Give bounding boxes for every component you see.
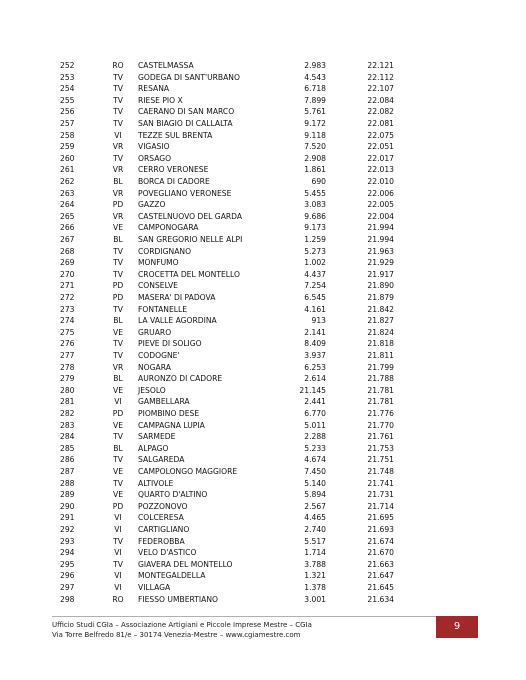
- table-row: [0, 559, 526, 571]
- population-cell: 1.861: [304, 165, 326, 175]
- rank-cell: 279: [60, 374, 75, 384]
- municipality-cell: SAN GREGORIO NELLE ALPI: [138, 235, 243, 244]
- table-row: [0, 176, 526, 188]
- municipality-cell: NOGARA: [138, 362, 171, 372]
- value-cell: 21.731: [367, 490, 394, 500]
- province-cell: VI: [114, 571, 122, 581]
- value-cell: 21.781: [367, 397, 394, 407]
- table-row: [0, 327, 526, 339]
- rank-cell: 263: [60, 188, 75, 198]
- province-cell: VI: [114, 525, 122, 534]
- population-cell: 21.145: [299, 385, 326, 395]
- municipality-cell: GAZZO: [138, 200, 166, 210]
- province-cell: VR: [112, 142, 124, 152]
- rank-cell: 293: [60, 536, 75, 546]
- province-cell: RO: [112, 61, 124, 70]
- province-cell: VR: [112, 211, 124, 221]
- municipality-cell: ALTIVOLE: [138, 478, 174, 488]
- province-cell: TV: [113, 304, 123, 314]
- municipality-cell: CAMPOLONGO MAGGIORE: [138, 467, 238, 476]
- municipality-cell: CAMPAGNA LUPIA: [138, 420, 205, 430]
- footer: [52, 620, 432, 640]
- province-cell: TV: [113, 351, 123, 360]
- table-row: [0, 234, 526, 246]
- population-cell: 5.517: [304, 536, 326, 546]
- population-cell: 3.001: [304, 594, 326, 604]
- rank-cell: 290: [60, 501, 75, 511]
- municipality-cell: RESANA: [138, 84, 170, 94]
- value-cell: 21.776: [367, 409, 394, 418]
- municipality-cell: ALPAGO: [138, 443, 169, 453]
- population-cell: 5.894: [304, 490, 326, 500]
- rank-cell: 280: [60, 385, 75, 395]
- population-cell: 2.908: [304, 153, 326, 163]
- rank-cell: 261: [60, 165, 75, 175]
- province-cell: BL: [113, 235, 123, 244]
- value-cell: 22.005: [367, 200, 394, 210]
- rank-cell: 284: [60, 432, 75, 442]
- value-cell: 21.674: [367, 536, 394, 546]
- value-cell: 21.741: [367, 478, 394, 488]
- value-cell: 22.051: [367, 142, 394, 152]
- municipality-cell: VILLAGA: [138, 583, 171, 592]
- table-row: [0, 60, 526, 72]
- province-cell: PD: [112, 501, 124, 511]
- municipality-cell: GAMBELLARA: [138, 397, 190, 407]
- municipality-cell: PIEVE DI SOLIGO: [138, 339, 202, 349]
- population-cell: 4.543: [304, 72, 326, 82]
- value-cell: 21.842: [367, 304, 394, 314]
- value-cell: 21.799: [367, 362, 394, 372]
- municipality-cell: GODEGA DI SANT'URBANO: [138, 72, 240, 82]
- population-cell: 9.172: [304, 119, 326, 128]
- municipality-cell: CAMPONOGARA: [138, 223, 199, 233]
- rank-cell: 258: [60, 130, 75, 140]
- municipality-cell: CAERANO DI SAN MARCO: [138, 107, 235, 117]
- municipality-cell: CROCETTA DEL MONTELLO: [138, 269, 240, 279]
- value-cell: 22.017: [367, 153, 394, 163]
- rank-cell: 282: [60, 409, 75, 418]
- rank-cell: 285: [60, 443, 75, 453]
- value-cell: 21.670: [367, 548, 394, 558]
- province-cell: PD: [112, 200, 124, 210]
- population-cell: 9.173: [304, 223, 326, 233]
- table-row: [0, 269, 526, 281]
- province-cell: TV: [113, 84, 123, 94]
- province-cell: VI: [114, 130, 122, 140]
- province-cell: BL: [113, 177, 123, 186]
- value-cell: 22.112: [367, 72, 394, 82]
- table-row: [0, 594, 526, 606]
- rank-cell: 259: [60, 142, 75, 152]
- population-cell: 1.002: [304, 258, 326, 268]
- municipality-cell: COLCERESA: [138, 513, 184, 523]
- table-row: [0, 350, 526, 362]
- population-cell: 2.740: [304, 525, 326, 534]
- province-cell: VI: [114, 397, 122, 407]
- population-cell: 1.321: [304, 571, 326, 581]
- rank-cell: 289: [60, 490, 75, 500]
- table-row: [0, 420, 526, 432]
- municipality-cell: CASTELNUOVO DEL GARDA: [138, 211, 243, 221]
- population-cell: 6.253: [304, 362, 326, 372]
- municipality-cell: GIAVERA DEL MONTELLO: [138, 559, 233, 569]
- table-row: [0, 222, 526, 234]
- rank-cell: 269: [60, 258, 75, 268]
- table-row: [0, 304, 526, 316]
- rank-cell: 254: [60, 84, 75, 94]
- rank-cell: 286: [60, 455, 75, 465]
- value-cell: 22.107: [367, 84, 394, 94]
- municipality-cell: SAN BIAGIO DI CALLALTA: [138, 119, 233, 128]
- municipality-cell: CARTIGLIANO: [138, 525, 190, 534]
- rank-cell: 295: [60, 559, 75, 569]
- population-cell: 5.455: [304, 188, 326, 198]
- rank-cell: 255: [60, 95, 75, 105]
- province-cell: VE: [113, 327, 123, 337]
- rank-cell: 275: [60, 327, 75, 337]
- rank-cell: 291: [60, 513, 75, 523]
- population-cell: 6.770: [304, 409, 326, 418]
- value-cell: 22.121: [367, 61, 394, 70]
- value-cell: 21.634: [367, 594, 394, 604]
- value-cell: 21.890: [367, 281, 394, 291]
- value-cell: 21.963: [367, 246, 394, 256]
- value-cell: 21.781: [367, 385, 394, 395]
- province-cell: TV: [113, 455, 123, 465]
- municipality-cell: VELO D'ASTICO: [138, 548, 197, 558]
- population-cell: 1.259: [304, 235, 326, 244]
- province-cell: TV: [113, 339, 123, 349]
- value-cell: 21.761: [367, 432, 394, 442]
- rank-cell: 283: [60, 420, 75, 430]
- value-cell: 21.811: [367, 351, 394, 360]
- value-cell: 21.693: [367, 525, 394, 534]
- table-row: [0, 373, 526, 385]
- table-row: [0, 338, 526, 350]
- footer-line-1: Ufficio Studi CGIa – Associazione Artigiani e Piccole Imprese Mestre – CGIa: [52, 621, 312, 629]
- footer-line-2: Via Torre Belfredo 81/e – 30174 Venezia-Mestre – www.cgiamestre.com: [52, 631, 301, 639]
- table-row: [0, 141, 526, 153]
- value-cell: 21.753: [367, 443, 394, 453]
- table-row: [0, 362, 526, 374]
- table-row: [0, 536, 526, 548]
- province-cell: TV: [113, 95, 123, 105]
- province-cell: PD: [112, 281, 124, 291]
- population-cell: 7.899: [304, 95, 326, 105]
- municipality-cell: PIOMBINO DESE: [138, 409, 200, 418]
- table-row: [0, 257, 526, 269]
- rank-cell: 272: [60, 293, 75, 302]
- municipality-cell: AURONZO DI CADORE: [138, 374, 223, 384]
- value-cell: 22.004: [367, 211, 394, 221]
- table-row: [0, 408, 526, 420]
- value-cell: 22.006: [367, 188, 394, 198]
- value-cell: 21.824: [367, 327, 394, 337]
- province-cell: TV: [113, 559, 123, 569]
- rank-cell: 281: [60, 397, 75, 407]
- rank-cell: 288: [60, 478, 75, 488]
- province-cell: VR: [112, 165, 124, 175]
- value-cell: 21.994: [367, 223, 394, 233]
- province-cell: VR: [112, 362, 124, 372]
- rank-cell: 287: [60, 467, 75, 476]
- population-cell: 1.378: [304, 583, 326, 592]
- table-row: [0, 130, 526, 142]
- population-cell: 8.409: [304, 339, 326, 349]
- value-cell: 21.929: [367, 258, 394, 268]
- value-cell: 22.010: [367, 177, 394, 186]
- table-row: [0, 547, 526, 559]
- population-cell: 2.567: [304, 501, 326, 511]
- population-cell: 913: [311, 316, 326, 326]
- table-row: [0, 443, 526, 455]
- population-cell: 6.718: [304, 84, 326, 94]
- rank-cell: 271: [60, 281, 75, 291]
- province-cell: BL: [113, 374, 123, 384]
- municipality-cell: POVEGLIANO VERONESE: [138, 188, 232, 198]
- rank-cell: 260: [60, 153, 75, 163]
- rank-cell: 266: [60, 223, 75, 233]
- value-cell: 22.075: [367, 130, 394, 140]
- table-row: [0, 396, 526, 408]
- population-cell: 1.714: [304, 548, 326, 558]
- value-cell: 22.082: [367, 107, 394, 117]
- province-cell: TV: [113, 269, 123, 279]
- value-cell: 21.994: [367, 235, 394, 244]
- value-cell: 21.770: [367, 420, 394, 430]
- value-cell: 21.748: [367, 467, 394, 476]
- table-row: [0, 188, 526, 200]
- province-cell: BL: [113, 316, 123, 326]
- rank-cell: 277: [60, 351, 75, 360]
- province-cell: TV: [113, 107, 123, 117]
- population-cell: 5.140: [304, 478, 326, 488]
- population-cell: 2.288: [304, 432, 326, 442]
- table-row: [0, 512, 526, 524]
- rank-cell: 278: [60, 362, 75, 372]
- province-cell: TV: [113, 72, 123, 82]
- province-cell: VE: [113, 385, 123, 395]
- municipality-cell: ORSAGO: [138, 153, 172, 163]
- province-cell: TV: [113, 432, 123, 442]
- population-cell: 3.788: [304, 559, 326, 569]
- municipality-cell: VIGASIO: [138, 142, 170, 152]
- population-cell: 7.254: [304, 281, 326, 291]
- rank-cell: 297: [60, 583, 75, 592]
- table-row: [0, 489, 526, 501]
- table-row: [0, 292, 526, 304]
- municipality-cell: JESOLO: [138, 385, 166, 395]
- table-row: [0, 478, 526, 490]
- table-row: [0, 153, 526, 165]
- province-cell: TV: [113, 246, 123, 256]
- table-row: [0, 199, 526, 211]
- table-row: [0, 582, 526, 594]
- population-cell: 9.118: [304, 130, 326, 140]
- municipality-cell: FEDEROBBA: [138, 536, 185, 546]
- province-cell: VI: [114, 513, 122, 523]
- value-cell: 21.751: [367, 455, 394, 465]
- population-cell: 3.937: [304, 351, 326, 360]
- municipality-cell: RIESE PIO X: [138, 95, 183, 105]
- province-cell: VE: [113, 490, 123, 500]
- rank-cell: 268: [60, 246, 75, 256]
- population-cell: 4.437: [304, 269, 326, 279]
- table-row: [0, 501, 526, 513]
- municipality-cell: CERRO VERONESE: [138, 165, 209, 175]
- table-row: [0, 246, 526, 258]
- rank-cell: 267: [60, 235, 75, 244]
- rank-cell: 294: [60, 548, 75, 558]
- province-cell: VI: [114, 548, 122, 558]
- rank-cell: 265: [60, 211, 75, 221]
- municipality-cell: CODOGNE': [138, 351, 180, 360]
- province-cell: PD: [112, 293, 124, 302]
- table-row: [0, 164, 526, 176]
- value-cell: 22.081: [367, 119, 394, 128]
- rank-cell: 270: [60, 269, 75, 279]
- population-cell: 5.761: [304, 107, 326, 117]
- province-cell: VE: [113, 420, 123, 430]
- rank-cell: 256: [60, 107, 75, 117]
- population-cell: 2.141: [304, 327, 326, 337]
- table-row: [0, 431, 526, 443]
- table-row: [0, 106, 526, 118]
- table-row: [0, 524, 526, 536]
- table-row: [0, 385, 526, 397]
- municipality-cell: MONFUMO: [138, 258, 179, 268]
- value-cell: 21.818: [367, 339, 394, 349]
- municipality-cell: MONTEGALDELLA: [138, 571, 206, 581]
- municipality-cell: LA VALLE AGORDINA: [138, 316, 217, 326]
- municipality-cell: GRUARO: [138, 327, 172, 337]
- province-cell: BL: [113, 443, 123, 453]
- rank-cell: 257: [60, 119, 75, 128]
- province-cell: TV: [113, 153, 123, 163]
- rank-cell: 292: [60, 525, 75, 534]
- population-cell: 6.545: [304, 293, 326, 302]
- province-cell: PD: [112, 409, 124, 418]
- value-cell: 21.827: [367, 316, 394, 326]
- municipality-cell: POZZONOVO: [138, 501, 188, 511]
- population-cell: 4.674: [304, 455, 326, 465]
- table-row: [0, 280, 526, 292]
- province-cell: TV: [113, 536, 123, 546]
- province-cell: VE: [113, 467, 123, 476]
- table-row: [0, 570, 526, 582]
- municipality-cell: CONSELVE: [138, 281, 178, 291]
- population-cell: 5.011: [304, 420, 326, 430]
- value-cell: 21.879: [367, 293, 394, 302]
- value-cell: 21.647: [367, 571, 394, 581]
- municipality-cell: CORDIGNANO: [138, 246, 192, 256]
- population-cell: 4.465: [304, 513, 326, 523]
- table-row: [0, 83, 526, 95]
- table-row: [0, 211, 526, 223]
- province-cell: VR: [112, 188, 124, 198]
- municipality-cell: QUARTO D'ALTINO: [138, 490, 208, 500]
- rank-cell: 298: [60, 594, 75, 604]
- province-cell: TV: [113, 258, 123, 268]
- municipality-cell: SARMEDE: [138, 432, 176, 442]
- population-cell: 2.983: [304, 61, 326, 70]
- province-cell: TV: [113, 478, 123, 488]
- value-cell: 21.714: [367, 501, 394, 511]
- rank-cell: 252: [60, 61, 75, 70]
- value-cell: 21.663: [367, 559, 394, 569]
- value-cell: 21.788: [367, 374, 394, 384]
- population-cell: 7.450: [304, 467, 326, 476]
- footer-divider: [52, 616, 437, 617]
- municipality-cell: BORCA DI CADORE: [138, 177, 210, 186]
- table-row: [0, 72, 526, 84]
- rank-cell: 273: [60, 304, 75, 314]
- rank-cell: 274: [60, 316, 75, 326]
- page-number: 9: [436, 616, 478, 638]
- value-cell: 22.084: [367, 95, 394, 105]
- value-cell: 21.695: [367, 513, 394, 523]
- rank-cell: 264: [60, 200, 75, 210]
- province-cell: VI: [114, 583, 122, 592]
- municipality-cell: CASTELMASSA: [138, 61, 194, 70]
- province-cell: TV: [113, 119, 123, 128]
- municipality-cell: MASERA' DI PADOVA: [138, 293, 216, 302]
- table-row: [0, 95, 526, 107]
- population-cell: 5.233: [304, 443, 326, 453]
- rank-cell: 253: [60, 72, 75, 82]
- province-cell: VE: [113, 223, 123, 233]
- population-cell: 7.520: [304, 142, 326, 152]
- province-cell: RO: [112, 594, 124, 604]
- rank-cell: 262: [60, 177, 75, 186]
- table-row: [0, 118, 526, 130]
- municipality-cell: TEZZE SUL BRENTA: [138, 130, 213, 140]
- table-row: [0, 454, 526, 466]
- table-row: [0, 315, 526, 327]
- municipality-cell: SALGAREDA: [138, 455, 185, 465]
- population-cell: 690: [311, 177, 326, 186]
- population-cell: 3.083: [304, 200, 326, 210]
- municipality-cell: FONTANELLE: [138, 304, 188, 314]
- population-cell: 4.161: [304, 304, 326, 314]
- value-cell: 21.917: [367, 269, 394, 279]
- population-cell: 2.614: [304, 374, 326, 384]
- value-cell: 22.013: [367, 165, 394, 175]
- population-cell: 5.273: [304, 246, 326, 256]
- rank-cell: 276: [60, 339, 75, 349]
- population-cell: 9.686: [304, 211, 326, 221]
- population-cell: 2.441: [304, 397, 326, 407]
- table-row: [0, 466, 526, 478]
- municipality-cell: FIESSO UMBERTIANO: [138, 594, 219, 604]
- rank-cell: 296: [60, 571, 75, 581]
- value-cell: 21.645: [367, 583, 394, 592]
